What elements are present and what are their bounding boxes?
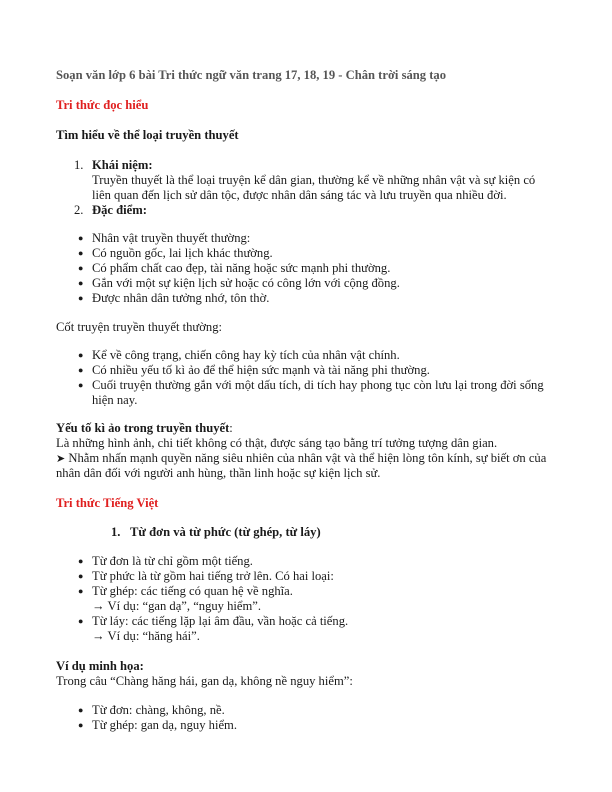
example-heading: Ví dụ minh họa: [56,659,144,673]
legend-genre-subheading: Tìm hiểu về thể loại truyền thuyết [56,128,239,142]
subsection-number: 1. [111,525,121,539]
ol-label: Đặc điểm: [92,203,147,217]
magic-heading: Yếu tố kì ảo trong truyền thuyết: [56,421,233,435]
bullet-icon: ● [78,571,84,581]
bullet-icon: ● [78,556,84,566]
bullet-icon: ● [78,248,84,258]
subsection-text: Từ đơn và từ phức (từ ghép, từ láy) [130,525,321,539]
list-item-continuation: hiện nay. [92,393,138,407]
magic-line: nhân dân đối với người anh hùng, thần linh hoặc sự kiện lịch sử. [56,466,381,480]
bullet-icon: ● [78,263,84,273]
ol-number: 2. [74,203,84,217]
bullet-icon: ● [78,278,84,288]
bullet-icon: ● [78,350,84,360]
ol-number: 1. [74,158,84,172]
bullet-icon: ● [78,586,84,596]
bullet-icon: ● [78,233,84,243]
bullet-icon: ● [78,365,84,375]
concept-text-line: Truyền thuyết là thể loại truyện kể dân gian, thường kể về những nhân vật và sự kiện có [92,173,536,187]
ol-label: Khái niệm: [92,158,153,172]
concept-text-line: liên quan đến lịch sử dân tộc, được nhân dân sáng tác và lưu truyền qua nhiều đời. [92,188,507,202]
example-line: → Ví dụ: “gan dạ”, “nguy hiểm”. [92,599,262,613]
bullet-icon: ● [78,293,84,303]
plot-intro: Cốt truyện truyền thuyết thường: [56,320,222,334]
magic-line: ➤ Nhằm nhấn mạnh quyền năng siêu nhiên của nhân vật và thể hiện lòng tôn kính, sự biết ơn của [56,451,547,465]
magic-line: Là những hình ảnh, chi tiết không có thật, được sáng tạo bằng trí tưởng tượng dân gian. [56,436,498,450]
bullet-icon: ● [78,720,84,730]
bullet-icon: ● [78,380,84,390]
bullet-icon: ● [78,705,84,715]
section-heading-vietnamese: Tri thức Tiếng Việt [56,496,159,510]
example-sentence: Trong câu “Chàng hăng hái, gan dạ, không nề nguy hiểm”: [56,674,353,688]
example-line: → Ví dụ: “hăng hái”. [92,629,200,643]
arrowhead-icon: ➤ [56,453,66,465]
bullet-icon: ● [78,616,84,626]
page-title: Soạn văn lớp 6 bài Tri thức ngữ văn trang 17, 18, 19 - Chân trời sáng tạo [56,68,447,82]
section-heading-reading: Tri thức đọc hiểu [56,98,149,112]
